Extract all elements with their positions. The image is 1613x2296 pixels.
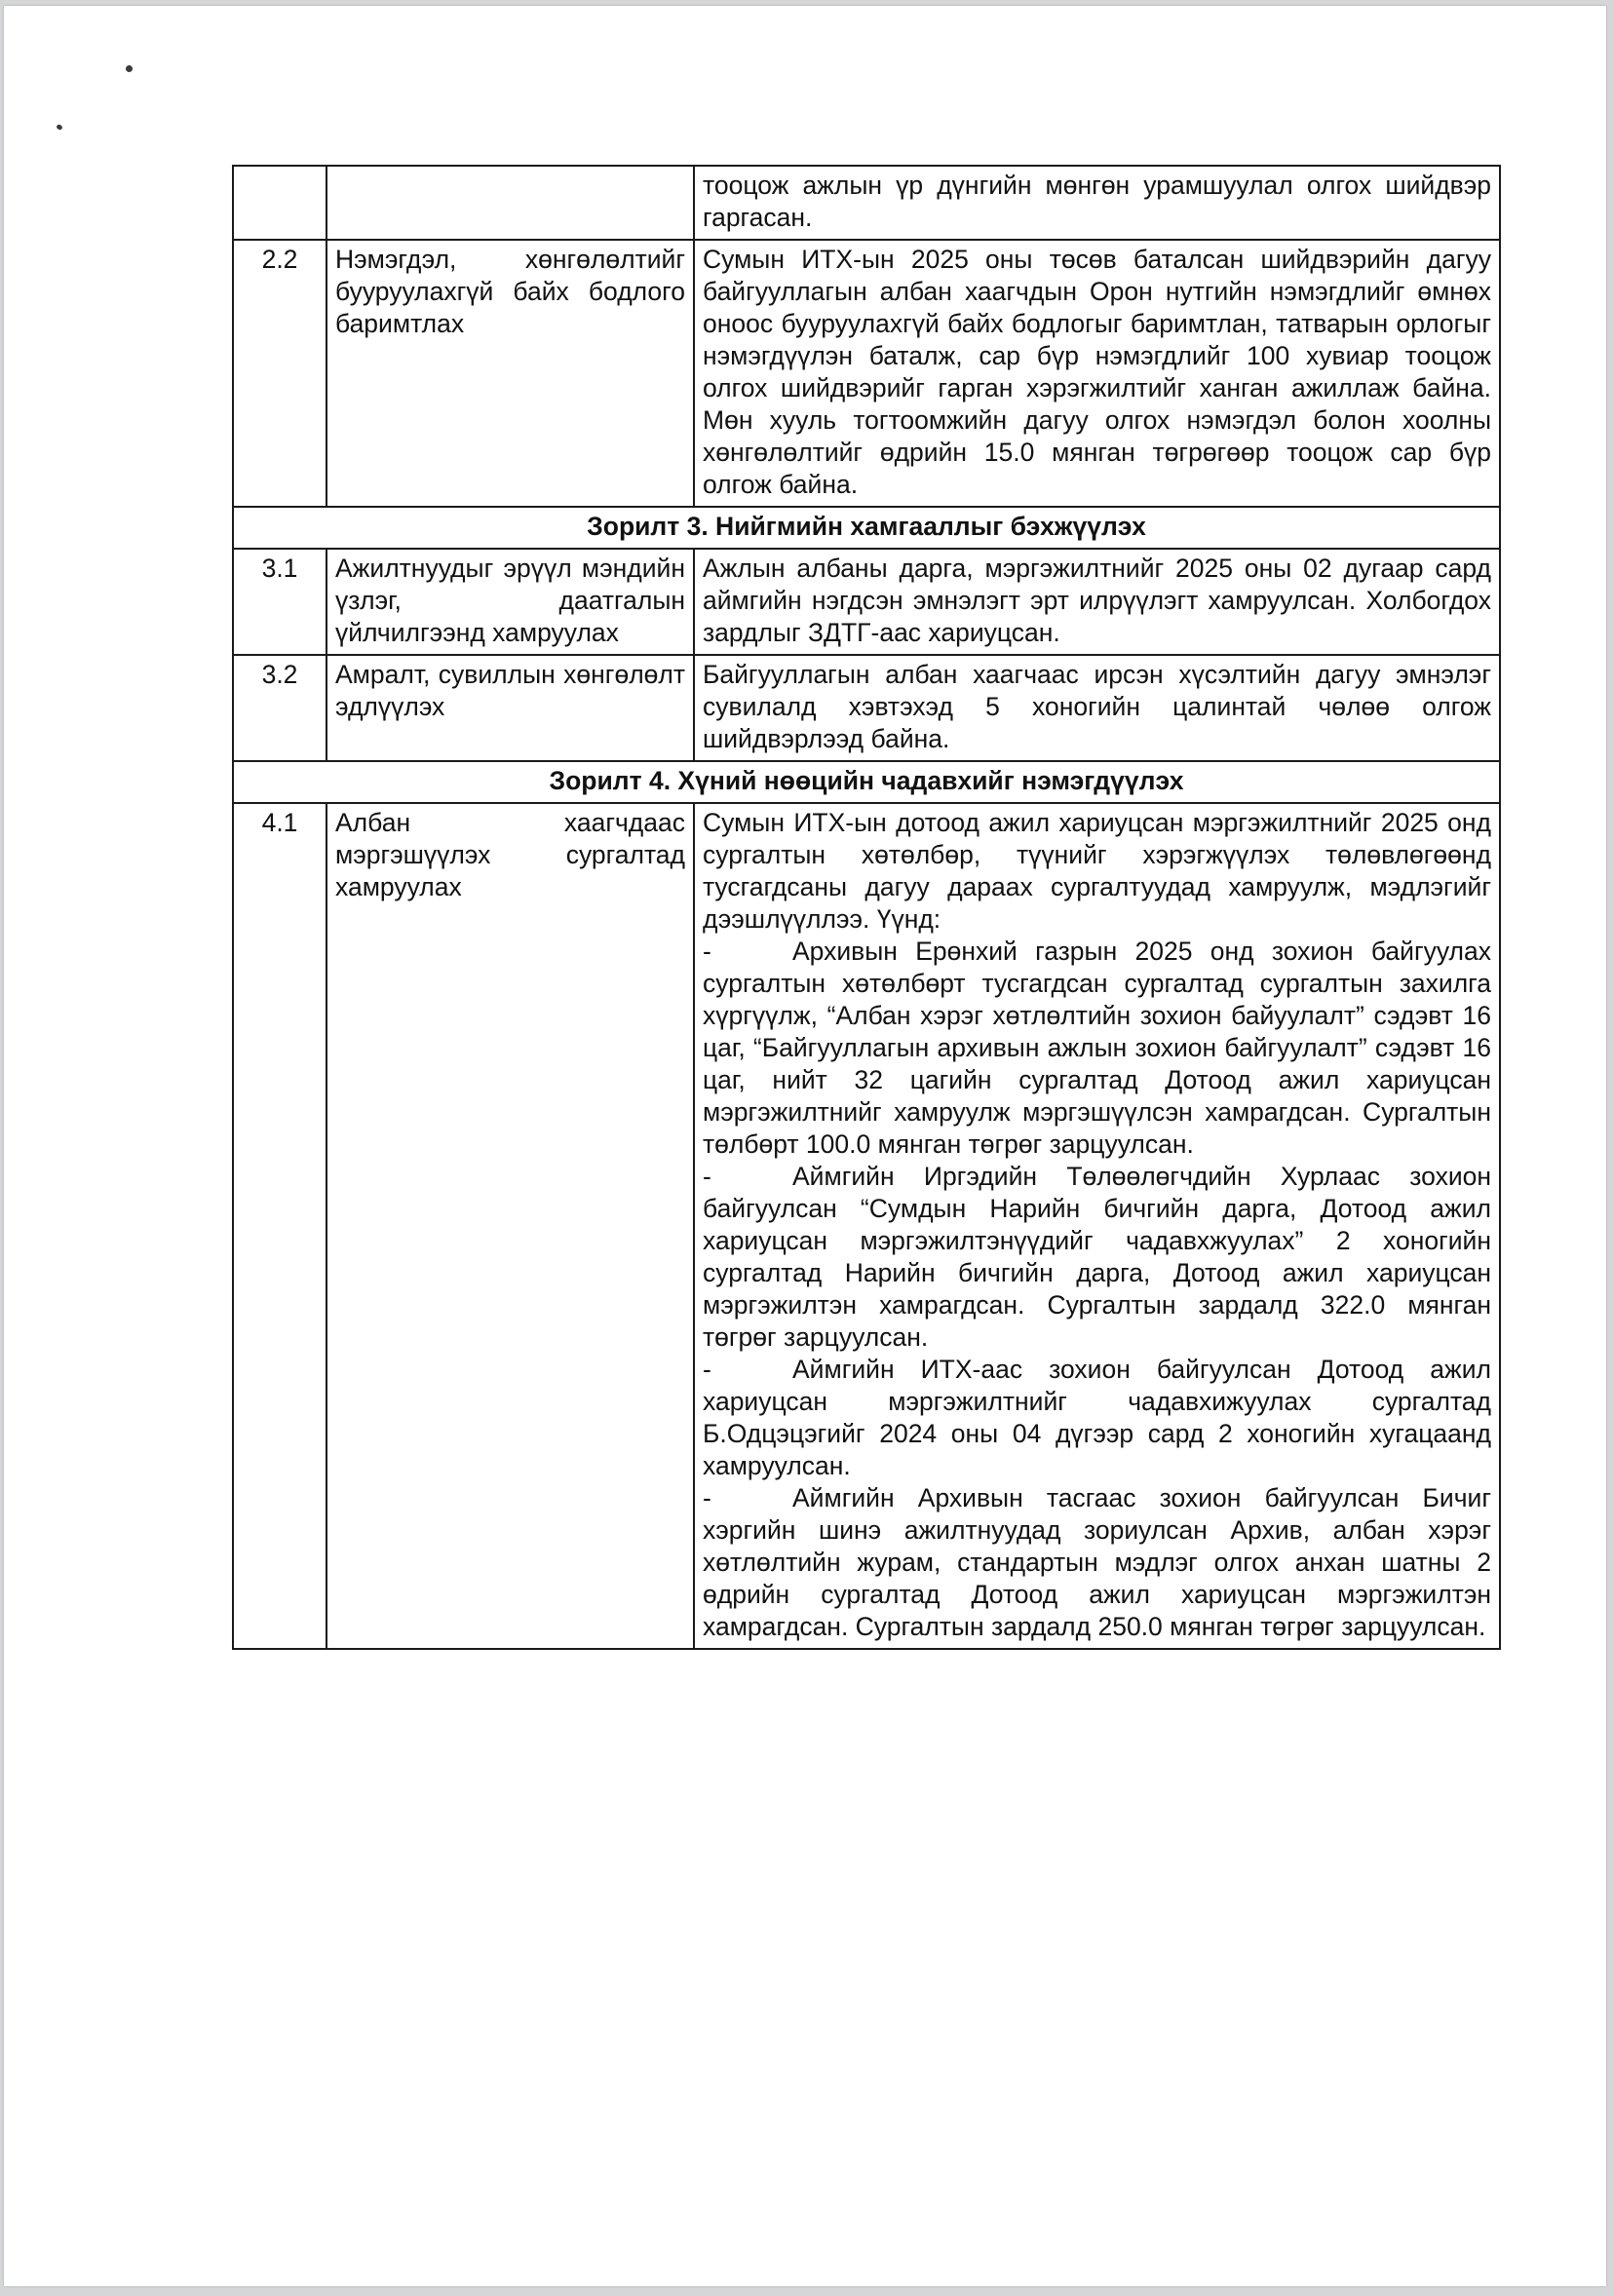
row-number: 4.1 bbox=[233, 803, 326, 1649]
bullet-dash: - bbox=[703, 1162, 711, 1191]
row-task: Ажилтнуудыг эрүүл мэндийн үзлэг, даатгалын үйлчилгээнд хамруулах bbox=[326, 549, 694, 655]
row-number bbox=[233, 166, 326, 240]
result-paragraph: Сумын ИТХ-ын дотоод ажил хариуцсан мэргэжилтнийг 2025 онд сургалтын хөтөлбөр, түүнийг хэрэгжүүлэх төлөвлөгөөнд тусгагдсаны дагуу дараах сургалтуудад хамруулж, мэдлэгийг дээшлүүллээ. Үүнд: bbox=[703, 808, 1491, 934]
row-result bbox=[694, 240, 1500, 507]
row-task: Албан хаагчдаас мэргэшүүлэх сургалтад хамруулах bbox=[326, 803, 694, 1649]
row-number: 3.2 bbox=[233, 655, 326, 761]
row-task: Нэмэгдэл, хөнгөлөлтийг бууруулахгүй байх бодлого баримтлах bbox=[326, 240, 694, 507]
scan-speck bbox=[126, 65, 133, 72]
report-table bbox=[232, 165, 1501, 1650]
bullet-text: Архивын Ерөнхий газрын 2025 онд зохион байгуулах сургалтын хөтөлбөрт тусгагдсан сургалтад сургалтын захилга хүргүүлж, “Албан хэрэг хөтлөлтийн зохион байуулалт” сэдэвт 16 цаг, “Байгууллагын архивын ажлын зохион байгуулалт” сэдэвт 16 цаг, нийт 32 цагийн сургалтад Дотоод ажил хариуцсан мэргэжилтнийг хамруулж мэргэшүүлсэн хамрагдсан. Сургалтын төлбөрт 100.0 мянган төгрөг зарцуулсан. bbox=[703, 937, 1491, 1159]
scan-speck bbox=[56, 124, 63, 131]
table-row bbox=[233, 549, 1500, 655]
result-bullet bbox=[703, 1354, 1491, 1482]
section-heading: Зорилт 3. Нийгмийн хамгааллыг бэхжүүлэх bbox=[233, 507, 1500, 549]
section-heading: Зорилт 4. Хүний нөөцийн чадавхийг нэмэгдүүлэх bbox=[233, 761, 1500, 803]
row-number: 2.2 bbox=[233, 240, 326, 507]
row-result bbox=[694, 655, 1500, 761]
result-paragraph: Байгууллагын албан хаагчаас ирсэн хүсэлтийн дагуу эмнэлэг сувилалд хэвтэхэд 5 хоногийн цалинтай чөлөө олгож шийдвэрлээд байна. bbox=[703, 660, 1491, 753]
result-bullet bbox=[703, 1161, 1491, 1354]
row-number: 3.1 bbox=[233, 549, 326, 655]
row-task: Амралт, сувиллын хөнгөлөлт эдлүүлэх bbox=[326, 655, 694, 761]
table-row bbox=[233, 655, 1500, 761]
result-paragraph: Сумын ИТХ-ын 2025 оны төсөв баталсан шийдвэрийн дагуу байгууллагын албан хаагчдын Орон нутгийн нэмэгдлийг өмнөх оноос бууруулахгүй байх бодлогыг баримтлан, татварын орлогыг нэмэгдүүлэн баталж, сар бүр нэмэгдлийг 100 хувиар тооцож олгох шийдвэрийг гарган хэрэгжилтийг ханган ажиллаж байна. Мөн хууль тогтоомжийн дагуу олгох нэмэгдэл болон хоолны хөнгөлөлтийг өдрийн 15.0 мянган төгрөгөөр тооцож сар бүр олгож байна. bbox=[703, 245, 1491, 499]
result-bullet bbox=[703, 936, 1491, 1161]
result-bullet bbox=[703, 1482, 1491, 1643]
scanned-page bbox=[4, 6, 1606, 2286]
bullet-text: Аймгийн ИТХ-аас зохион байгуулсан Дотоод ажил хариуцсан мэргэжилтнийг чадавхижуулах сургалтад Б.Одцэцэгийг 2024 оны 04 дүгээр сард 2 хоногийн хугацаанд хамруулсан. bbox=[703, 1355, 1491, 1480]
table-row bbox=[233, 803, 1500, 1649]
row-task bbox=[326, 166, 694, 240]
section-row bbox=[233, 761, 1500, 803]
result-paragraph: Ажлын албаны дарга, мэргэжилтнийг 2025 оны 02 дугаар сард аймгийн нэгдсэн эмнэлэгт эрт илрүүлэгт хамруулсан. Холбогдох зардлыг ЗДТГ-аас хариуцсан. bbox=[703, 554, 1491, 647]
result-paragraph: тооцож ажлын үр дүнгийн мөнгөн урамшуулал олгох шийдвэр гаргасан. bbox=[703, 171, 1491, 232]
table-row bbox=[233, 240, 1500, 507]
table-row bbox=[233, 166, 1500, 240]
row-result bbox=[694, 549, 1500, 655]
bullet-text: Аймгийн Иргэдийн Төлөөлөгчдийн Хурлаас зохион байгуулсан “Сумдын Нарийн бичгийн дарга, Дотоод ажил хариуцсан мэргэжилтэнүүдийг чадавхжуулах” 2 хоногийн сургалтад Нарийн бичгийн дарга, Дотоод ажил хариуцсан мэргэжилтэн хамрагдсан. Сургалтын зардалд 322.0 мянган төгрөг зарцуулсан. bbox=[703, 1162, 1491, 1352]
row-result bbox=[694, 803, 1500, 1649]
bullet-dash: - bbox=[703, 1483, 711, 1512]
row-result bbox=[694, 166, 1500, 240]
section-row bbox=[233, 507, 1500, 549]
bullet-dash: - bbox=[703, 937, 711, 966]
bullet-dash: - bbox=[703, 1355, 711, 1384]
bullet-text: Аймгийн Архивын тасгаас зохион байгуулсан Бичиг хэргийн шинэ ажилтнуудад зориулсан Архив, албан хэрэг хөтлөлтийн журам, стандартын мэдлэг олгох анхан шатны 2 өдрийн сургалтад Дотоод ажил хариуцсан мэргэжилтэн хамрагдсан. Сургалтын зардалд 250.0 мянган төгрөг зарцуулсан. bbox=[703, 1483, 1491, 1641]
